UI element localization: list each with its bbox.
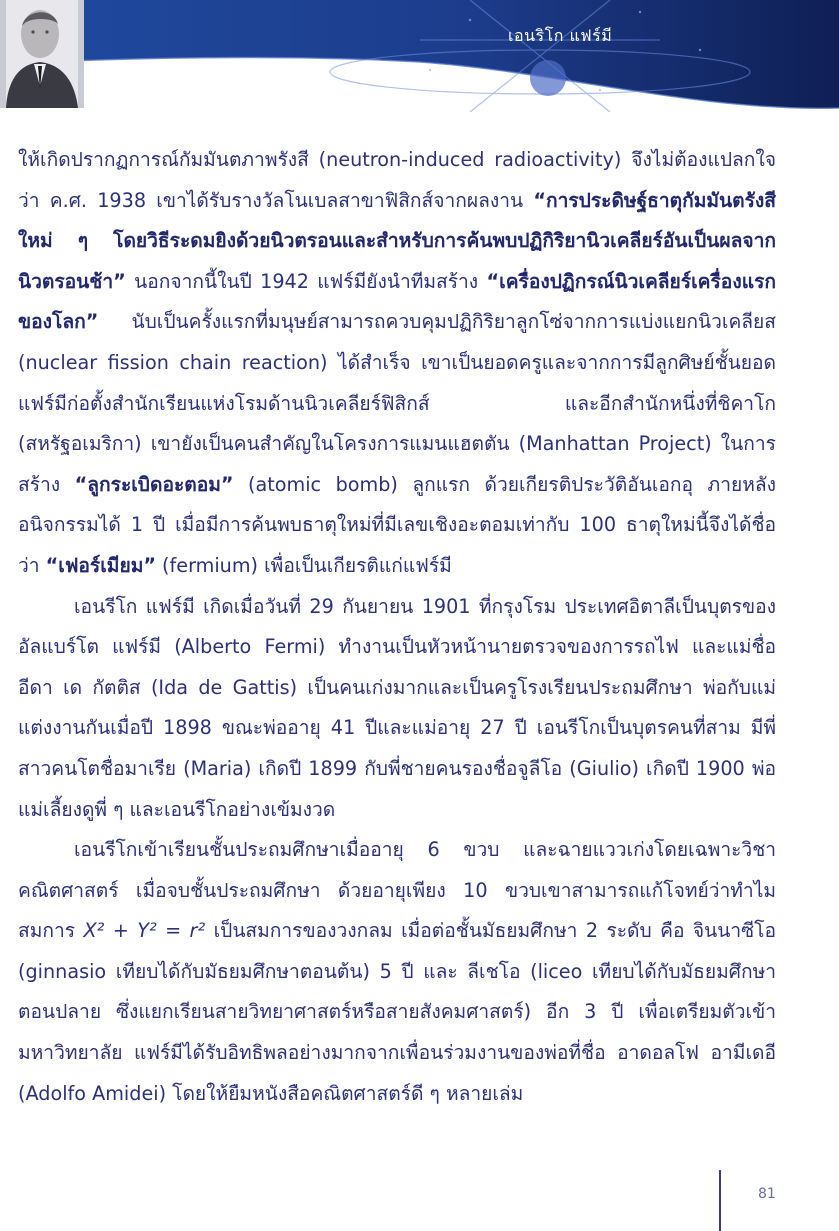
header-banner [0,0,839,112]
text-run: นับเป็นครั้งแรกที่มนุษย์สามารถควบคุมปฏิกิริยาลูกโซ่จากการแบ่งแยกนิวเคลียส (nuclear fission chain reaction) ได้สำเร็จ เขาเป็นยอดครูและจากการมีลูกศิษย์ชั้นยอด แฟร์มีก่อตั้งสำนักเรียนแห่งโรมด้านนิวเคลียร์ฟิสิกส์ และอีกสำนักหนึ่งที่ชิคาโก (สหรัฐอเมริกา) เขายังเป็นคนสำคัญในโครงการแมนแฮตตัน (Manhattan Project) ในการสร้าง [18,310,776,496]
paragraph-2: เอนรีโก แฟร์มี เกิดเมื่อวันที่ 29 กันยายน 1901 ที่กรุงโรม ประเทศอิตาลีเป็นบุตรของ อัลแบร์โต แฟร์มี (Alberto Fermi) ทำงานเป็นหัวหน้านายตรวจของการรถไฟ และแม่ชื่อ อีดา เด กัตติส (Ida de Gattis) เป็นคนเก่งมากและเป็นครูโรงเรียนประถมศึกษา พ่อกับแม่แต่งงานกันเมื่อปี 1898 ขณะพ่ออายุ 41 ปีและแม่อายุ 27 ปี เอนรีโกเป็นบุตรคนที่สาม มีพี่สาวคนโตชื่อมาเรีย (Maria) เกิดปี 1899 กับพี่ชายคนรองชื่อจูลีโอ (Giulio) เกิดปี 1900 พ่อแม่เลี้ยงดูพี่ ๆ และเอนรีโกอย่างเข้มงวด [18,594,776,821]
text-run: (atomic bomb) ลูกแรก ด้วยเกียรติประวัติอันเอกอุ ภายหลังอนิจกรรมได้ 1 ปี เมื่อมีการค้นพบธาตุใหม่ที่มีเลขเชิงอะตอมเท่ากับ 100 ธาตุใหม่นี้จึงได้ชื่อว่า [18,472,776,577]
text-run: เป็นสมการของวงกลม เมื่อต่อชั้นมัธยมศึกษา 2 ระดับ คือ จินนาซีโอ (ginnasio เทียบได้กับมัธยมศึกษาตอนต้น) 5 ปี และ ลีเชโอ (liceo เทียบได้กับมัธยมศึกษาตอนปลาย ซึ่งแยกเรียนสายวิทยาศาสตร์หรือสายสังคมศาสตร์) อีก 3 ปี เพื่อเตรียมตัวเข้ามหาวิทยาลัย แฟร์มีได้รับอิทธิพลอย่างมากจากเพื่อนร่วมงานของพ่อที่ชื่อ อาดอลโฟ อามีเดอี (Adolfo Amidei) โดยให้ยืมหนังสือคณิตศาสตร์ดี ๆ หลายเล่ม [18,919,776,1105]
footer-divider [719,1170,721,1231]
page-number: 81 [758,1186,776,1202]
text-run: ให้เกิดปรากฏการณ์กัมมันตภาพรังสี (neutron-induced radioactivity) จึงไม่ต้องแปลกใจว่า ค.ศ. 1938 เขาได้รับรางวัลโนเบลสาขาฟิสิกส์จากผลงาน [18,148,776,212]
text-run: เอนรีโกเข้าเรียนชั้นประถมศึกษาเมื่ออายุ 6 ขวบ และฉายแววเก่งโดยเฉพาะวิชาคณิตศาสตร์ เมื่อจบชั้นประถมศึกษา ด้วยอายุเพียง 10 ขวบเขาสามารถแก้โจทย์ว่าทำไมสมการ [18,838,776,943]
equation: X² + Y² = r² [83,919,206,943]
bold-quote-fermium: “เฟอร์เมียม” [45,553,156,577]
text-run: นอกจากนี้ในปี 1942 แฟร์มียังนำทีมสร้าง [125,269,487,293]
article-body [18,140,776,1114]
paragraph-3 [18,830,776,1114]
header-title: เอนริโก แฟร์มี [508,26,613,45]
bold-quote-bomb: “ลูกระเบิดอะตอม” [74,472,234,496]
text-run: (fermium) เพื่อเป็นเกียรติแก่แฟร์มี [155,553,452,577]
paragraph-1 [18,140,776,587]
atom-banner-graphic [0,0,839,112]
portrait-image [0,0,84,108]
bold-quote-reactor: “เครื่องปฏิกรณ์นิวเคลียร์เครื่องแรกของโลก” [18,269,776,334]
bold-quote-prize: “การประดิษฐ์ธาตุกัมมันตรังสีใหม่ ๆ โดยวิธีระดมยิงด้วยนิวตรอนและสำหรับการค้นพบปฏิกิริยานิวเคลียร์อันเป็นผลจากนิวตรอนช้า” [18,188,776,293]
